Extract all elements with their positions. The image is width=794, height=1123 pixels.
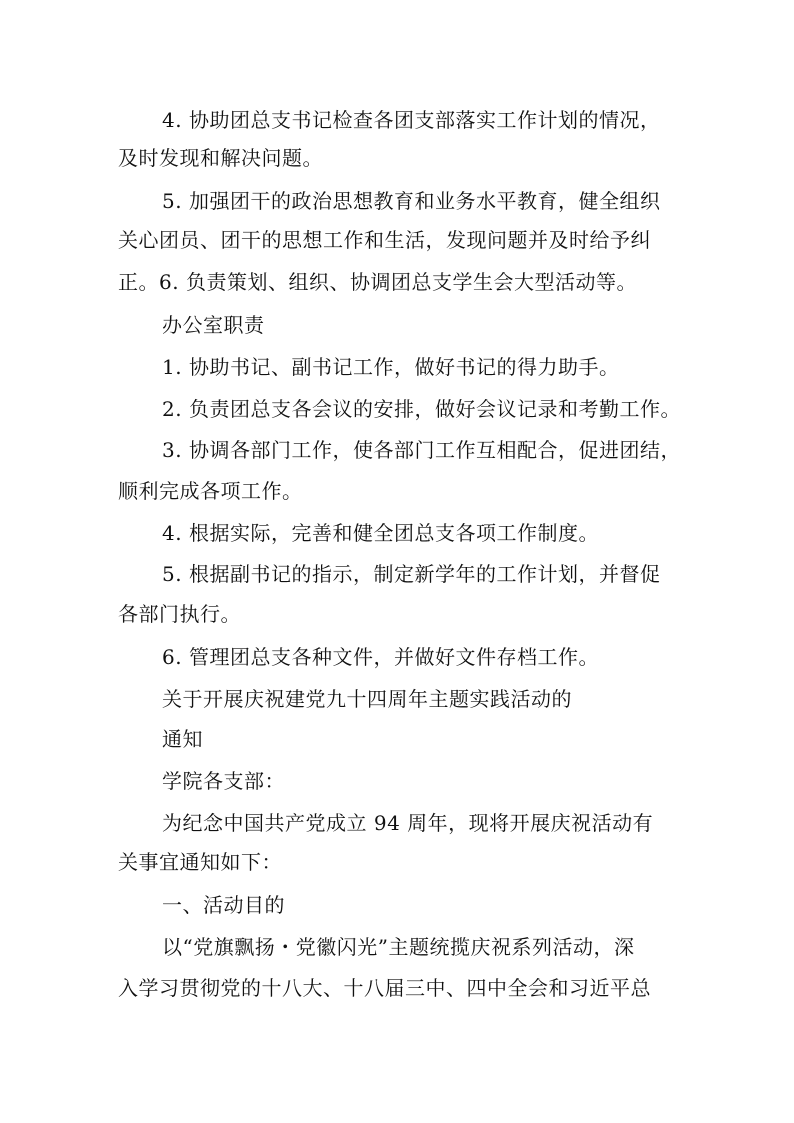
paragraph-line: 以“党旗飘扬・党徽闪光”主题统揽庆祝系列活动，深 xyxy=(162,935,635,959)
paragraph-line: 各部门执行。 xyxy=(118,602,241,626)
paragraph-line: 2. 负责团总支各会议的安排，做好会议记录和考勤工作。 xyxy=(162,397,681,421)
paragraph-line: 1. 协助书记、副书记工作，做好书记的得力助手。 xyxy=(162,355,620,379)
paragraph-line: 5. 根据副书记的指示，制定新学年的工作计划，并督促 xyxy=(162,562,661,586)
paragraph-line: 4. 协助团总支书记检查各团支部落实工作计划的情况， xyxy=(162,108,661,132)
salutation: 学院各支部： xyxy=(162,769,285,793)
paragraph-line: 正。6. 负责策划、组织、协调团总支学生会大型活动等。 xyxy=(118,270,637,294)
paragraph-line: 6. 管理团总支各种文件，并做好文件存档工作。 xyxy=(162,645,599,669)
notice-title: 关于开展庆祝建党九十四周年主题实践活动的 xyxy=(162,687,572,711)
paragraph-line: 4. 根据实际，完善和健全团总支各项工作制度。 xyxy=(162,521,599,545)
paragraph-line: 顺利完成各项工作。 xyxy=(118,479,303,503)
section-heading: 一、活动目的 xyxy=(162,893,285,917)
paragraph-line: 关事宜通知如下： xyxy=(118,850,282,874)
paragraph-line: 及时发现和解决问题。 xyxy=(118,146,323,170)
paragraph-line: 为纪念中国共产党成立 94 周年，现将开展庆祝活动有 xyxy=(162,811,654,835)
section-heading: 办公室职责 xyxy=(162,313,265,337)
paragraph-line: 关心团员、团干的思想工作和生活，发现问题并及时给予纠 xyxy=(118,228,651,252)
notice-title: 通知 xyxy=(162,727,203,751)
paragraph-line: 5. 加强团干的政治思想教育和业务水平教育，健全组织 xyxy=(162,189,661,213)
paragraph-line: 入学习贯彻党的十八大、十八届三中、四中全会和习近平总 xyxy=(118,976,651,1000)
paragraph-line: 3. 协调各部门工作，使各部门工作互相配合，促进团结， xyxy=(162,438,681,462)
